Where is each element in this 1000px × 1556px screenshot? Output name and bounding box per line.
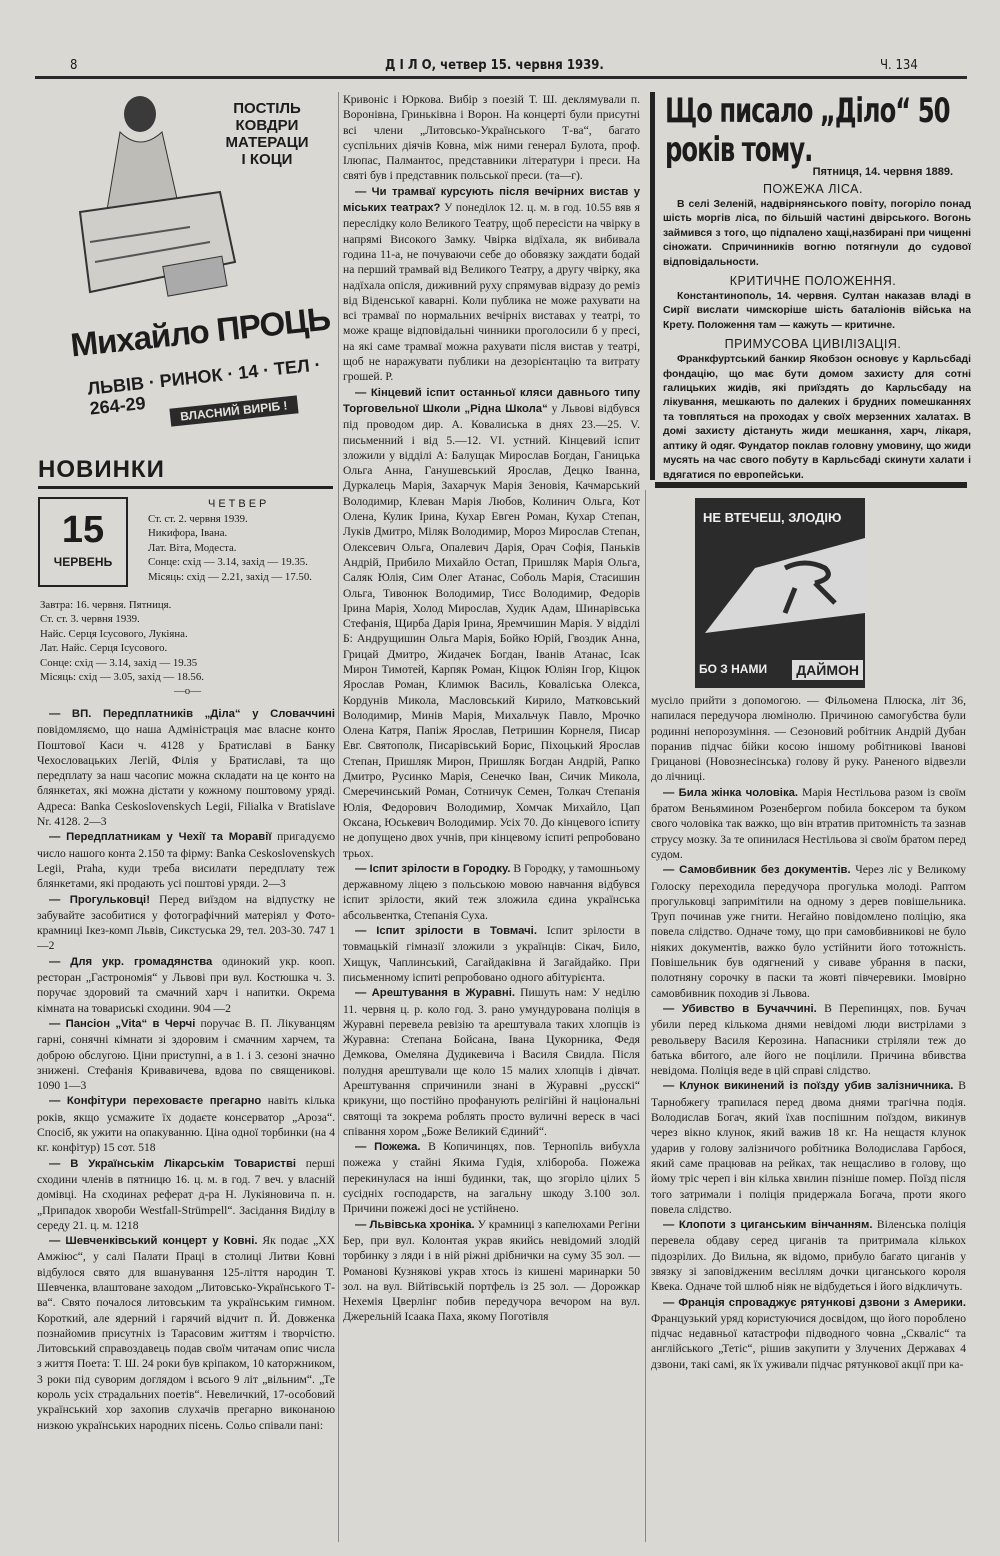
news-item	[343, 92, 640, 184]
tomorrow-line: Ст. ст. 3. червня 1939.	[40, 613, 140, 626]
news-item-headline: — Убивство в Бучаччині.	[663, 1002, 817, 1015]
fifty-years-item-text: В селі Зеленій, надвірнянського повіту, погоріло понад шість моргів ліса, по більшій частині двірського. Вогонь займився з того, що підпалено хащі,назбирані при чищенні сіножати. Спричинників вогню потягнули до судової відповідальности.	[663, 199, 971, 268]
header-rule	[35, 76, 967, 79]
news-item	[343, 861, 640, 923]
column-3-news	[651, 693, 966, 1544]
tomorrow-line: Лат. Найс. Серця Ісусового.	[40, 642, 168, 655]
news-item-headline: — Клунок викинений із поїзду убив залізничника.	[663, 1080, 954, 1093]
news-item-text: Через ліс у Великому Голоску переходила передучора прогулька молоді. Раптом прогульковці запримітили на одному з дерев повішельника. Труп починав уже гнити. Негайно повідомлено поліцію, яка повела слідство. Одначе тому, що при самовбивникові не було ніяких документів, важко було устійнити його тотожність. Повішельник був одягнений у сиваве убрання в паски, полотняну сорочку в паски та жовті півчеревики. Імовірно самовбивник походив зі Львова.	[651, 863, 966, 1000]
ad-goods-4: І КОЦИ	[241, 151, 293, 168]
news-item-text: Кривоніс і Юркова. Вибір з поезій Т. Ш. деклямували п. Воронівна, Гриньківна і Ворон. На концерті були присутні всі члени „Литовсько-Українського Т-ва“, багато суспільних діячів Ковна, між ними генерал Булота, проф. Ілюпас, Палмантос, представники літератури і преси. На святі був і представник польської преси. (та—г).	[343, 93, 640, 183]
ad-goods-1: ПОСТІЛЬ	[233, 100, 301, 117]
news-item	[651, 1001, 966, 1078]
fifty-years-title: Що писало „Діло“ 50 років тому.	[665, 92, 950, 170]
fifty-years-item-heading: ПОЖЕЖА ЛІСА.	[763, 182, 863, 196]
news-item-text: пригадуємо число нашого конта 2.150 та фірму: Banka Ceskoslovenskych Legii, Praha, куди треба висилати передплату теж блянкетами, які продають усі поштові уряди. 2—3	[37, 830, 335, 891]
news-item-headline: — Передплатникам у Чехії та Моравії	[49, 831, 272, 844]
news-item	[343, 1217, 640, 1325]
news-item	[343, 923, 640, 985]
tomorrow-line: Місяць: схід — 3.05, захід — 18.56.	[40, 671, 204, 684]
page-number: 8	[70, 58, 78, 73]
news-item-text: у Львові відбувся під проводом дир. А. Ковалиська в днях 23.—25. V. письменний і від 5.—12. VI. устний. Кінцевий іспит зложили у відділі А: Балущак Мирослав Богдан, Ганицька Ольга Анна, Ганушевський Ярослав, Децко Іванна, Дуркалець Марія, Захарчук Марія Зеновія, Качмарський Володимир, Клеван Марія Любов, Колинич Ольга, Кот Олена, Кулик Ірина, Кухар Евген Роман, Кухар Степан, Луків Дмитро, Міляк Володимир, Мороз Мирослав Степан, Олексевич Ольга, Опалевич Дарія, Орач Софія, Паньків Андрій, Прибило Михайло Остап, Пришляк Марія Ольга, Саляк Юлія, Сим Олег Атанас, Соболь Марія, Стасишин Ольга, Тивонюк Володимир, Тисс Володимир, Федорів Ірина Марія, Холод Мирослав, Худик Адам, Шинарівська Стефанія, Щирба Дарія Ірина, Яремчишин Марія. У відділі Б: Андрущишин Ольга Марія, Бойко Юрій, Гвоздик Анна, Грицай Дмитро, Жидачек Богдан, Іванів Атанас, Ісак Мирон Тимотей, Карпяк Роман, Кіцюк Юліян Ігор, Кіцюк Ярослав Роман, Климюк Василь, Коваліська Олекса, Кордунів Микола, Масловський Кирило, Матковський Володимир, Минів Марія, Михальчук Павло, Мрочко Олена Катря, Папіж Ярослав, Петришин Корнеля, Писар Евг. Святополк, Писарівський Борис, Піхоцький Ярослав Степан, Пришляк Мирон, Пришляк Богдан Андрій, Рапко Дмитро, Русинко Марія, Сенечко Іван, Сичик Микола, Смеречинський Роман, Сотничук Семен, Толкач Степанія Юлія, Федорович Володимир, Хомчак Михайло, Цап Оксана, Юськевич Володимир. Усіх 70. До кінцевого іспиту не допущено двох учнів, при кінцевому іспиті репробовано трьох.	[343, 401, 640, 860]
news-item	[37, 829, 335, 891]
news-item	[37, 954, 335, 1016]
news-item	[651, 862, 966, 1001]
news-item-text: Марія Нестільова разом із своїм братом Веньямином Розенбергом побила боксером та буком свого чоловіка так важко, що він втратив притомність та зазнав струсу мозку. За те опинилася Нестільова зі своїм братом перед судом.	[651, 785, 966, 861]
news-item-text: мусіло прийти з допомогою. — Фільомена Плюска, літ 36, напилася передучора люмінолю. Причиною самогубства були родинні непорозуміння. — Сезоновий робітник Андрій Дубан поранив підчас бійки косою іншому робітникові Іванові Грицанові (Новознесінська) голову й руку. Раненого відвезли до лічниці.	[651, 694, 966, 784]
fifty-years-ago-box	[650, 92, 971, 480]
news-item-headline: — Била жінка чоловіка.	[663, 786, 799, 799]
ad-goods-3: МАТЕРАЦИ	[225, 134, 309, 151]
news-item-text: Як подає „XX Амжіюс“, у салі Палати Праці в столиці Литви Ковні відбулося свято для вшанування 125-ліття народин Т. Шевченка, влаштоване заходом „Литовсько-Українського Т-ва“. Свято почалося литовським та українським гимном. Короткий, але ядерний і гарячий відчит п. Й. Довженка познайомив присутніх із Тарасовим життям і творчістю. Литовський справоздавець подав своїм читачам опис числа з життя Поета: Т. Ш. 24 роки був кріпаком, 10 каторжником, 3 роки під суворим доглядом і всього 9 літ „вільним“. „Те король усіх страдальних поетів“. Невеличкий, 17-особовий український хор захопив слухачів прегарно виконаною низкою українських народних пісень. Сольо співали пані:	[37, 1234, 335, 1432]
calendar-box	[38, 497, 128, 587]
news-item-text: Іспит зрілости в товмацькій гімназії зложили з українців: Сікач, Било, Хищук, Чаплинський, Сагайдаківна й Загайдайко. При письменному іспиті репробовано одного абітурієнта.	[343, 924, 640, 984]
tomorrow-line: Сонце: схід — 3.14, захід — 19.35	[40, 656, 198, 669]
issue-number: Ч. 134	[880, 58, 918, 73]
fifty-years-date: Пятниця, 14. червня 1889.	[812, 166, 953, 178]
news-item-headline: — Клопоти з циганським вінчанням.	[663, 1219, 873, 1232]
ad-tagline: БО З НАМИ	[699, 662, 768, 676]
tomorrow-line: Найс. Серця Ісусового, Лукіяна.	[40, 627, 188, 640]
news-item	[37, 1156, 335, 1233]
news-item-headline: — Пансіон „Vita“ в Черчі	[49, 1017, 196, 1030]
news-item	[37, 892, 335, 954]
column-1-news	[37, 706, 335, 1544]
news-item-text: Пишуть нам: У неділю 11. червня ц. р. коло год. 3. рано умундурована поліція в Журавні перевела ревізію та арештувала таких хлопців із Журавна: Степана Бойсана, Івана Цукорника, Федя Демкова, Омеляна Дудикевича і Василя Свидла. Після полудня арештували ще коло 15 малих хлопців і дівчат. Арештування спричинили знані в Журавні „русскі“ крикуни, що постійно профанують релігійні й національні святощі та зокрема роблять просто вуличні вереск в часі співання хором „Боже Великий Єдиний“.	[343, 986, 640, 1138]
news-item-headline: — Самовбивник без документів.	[663, 864, 851, 877]
news-item-headline: — Конфітури переховаєте прегарно	[49, 1095, 262, 1108]
news-item-headline: — Пожежа.	[355, 1141, 421, 1154]
news-item-headline: — Іспит зрілости в Городку.	[355, 862, 511, 875]
news-item-headline: — Чи трамваї курсують після вечірних вистав у міських театрах?	[343, 185, 640, 215]
news-item	[37, 1016, 335, 1093]
daimon-advertisement	[695, 498, 865, 688]
fifty-years-item-text: Константинополь, 14. червня. Султан наказав владі в Сирії вислати чимскоріше шість баталіонів війська на Крету. Положення там — кажуть — критичне.	[663, 291, 971, 331]
column-divider	[338, 92, 339, 1542]
news-item-headline: — Іспит зрілости в Товмачі.	[355, 925, 537, 938]
news-item	[37, 706, 335, 829]
calendar-line: Місяць: схід — 2.21, захід — 17.50.	[148, 570, 312, 583]
news-item-text: У крамниці з капелюхами Регіни Бер, при вул. Колонтая украв якийсь невідомий злодій торбинку з ляди і в ній ріжні дрібнички на суму 35 зол. — Романові Кузнякові украв хтось із кишені маринарки 50 зол. на вул. Війтівській портфель із 25 зол. — Дорожкар Нехемія Цверлінг побив передучора вечором на вул. Джерельній Ісаака Паха, якому Поготівля	[343, 1217, 640, 1324]
news-item	[37, 1233, 335, 1433]
fifty-years-item-heading: ПРИМУСОВА ЦИВІЛІЗАЦІЯ.	[724, 337, 902, 352]
news-item-headline: — Шевченківський концерт у Ковні.	[49, 1235, 258, 1248]
calendar-line: Сонце: схід — 3.14, захід — 19.35.	[148, 556, 308, 569]
news-item	[343, 385, 640, 861]
masthead-title: Д І Л О, четвер 15. червня 1939.	[385, 58, 604, 73]
news-item-headline: — Для укр. громадянства	[49, 955, 213, 968]
news-item-headline: — Кінцевий іспит останньої кляси давнього типу Торговельної Школи „Рідна Школа“	[343, 386, 640, 415]
section-heading-novynky: НОВИНКИ	[38, 456, 165, 483]
protsy-advertisement	[40, 92, 332, 432]
news-item-text: Перед виїздом на відпустку не забувайте засобитися у фотографічний матеріял у Фото-крамниці Ікез-комп Львів, Сикстуська 29, тел. 203-30. 747 1—2	[37, 892, 335, 953]
news-item	[37, 1093, 335, 1155]
ad-slogan: ВЛАСНИЙ ВИРІБ !	[169, 395, 298, 426]
news-item	[343, 985, 640, 1139]
calendar-weekday: ЧЕТВЕР	[208, 498, 270, 510]
column-divider	[645, 490, 646, 1542]
calendar-month: ЧЕРВЕНЬ	[53, 555, 113, 569]
news-item	[343, 184, 640, 385]
news-item-headline: — Франція спроваджує рятункові дзвони з Америки.	[663, 1296, 966, 1309]
news-item-text: одинокий укр. кооп. ресторан „Гастрономія“ у Львові при вул. Костюшка ч. 3. поручає здоровий та смачний харч і напитки. Окрема кімната на товариські сходини. 904 —2	[37, 954, 335, 1015]
news-item-text: В Тарнобжегу трапилася перед двома днями трагічна подія. Володислав Богач, який їхав поспішним поїздом, викинув через вікно клунок, який важив 18 кг. На нещастя клунок ударив у голову залізничого робітника Володислава Гарбося, який саме працював на рейках, так нещасливо в голову, що йому тріс череп і він кілька хвилин пізніше помер. Поїзд після того затримали і поліція придержала Богача, проти якого повела слідство.	[651, 1079, 966, 1216]
calendar-day: 15	[61, 509, 105, 551]
news-item-headline: — Прогулькoвці!	[49, 893, 150, 906]
column-2-news	[343, 92, 640, 1544]
news-item	[651, 1217, 966, 1294]
calendar-line: Никифора, Івана.	[148, 527, 228, 540]
box-bottom-rule	[655, 482, 967, 488]
news-item-text: В Копичинцях, пов. Тернопіль вибухла пожежа у стайні Якима Гудія, хлібороба. Пожежа перекинулася на інші будинки, так, що згоріло цілих 5 сусідніх господарств, на загальну шкоду 3.100 зол. Причини пожежі досі не устійнено.	[343, 1140, 640, 1216]
ad-goods-2: КОВДРИ	[235, 117, 299, 134]
news-item-text: Французький уряд користуючися досвідом, що його пороблено підчас недавньої катастрофи підводного човна „Скваліс“ та англійського „Тетіс“, рішив закупити у Злучених Державах 4 дзвони, такі самі, як їх уживали підчас рятункової акції при ка-	[651, 1311, 966, 1371]
news-item-headline: — Львівська хроніка.	[355, 1218, 475, 1231]
section-rule	[38, 486, 333, 489]
news-item-text: У понеділок 12. ц. м. в год. 10.55 вяв я переслідку коло Великого Театру, щоб пересісти на чвірку в напрямі Високого Замку. Чвірка відїхала, як вибивала година 11-а, не почуваючи себе до обовязку заждати бодай на перший трамвай від Великого Театру, а другу чвірку, яка надїхала опісля, диживний руху спрямував відразу до реміз від Віденської каварні. Коли публика не може рахувати на всі трамваї по нормальних вечірніх виставах у театрі, то може краще відповідальні чинники проголосили б у пресі, на які саме трамваї можна рахувати після вистав у театрі, щоб не наражувати публики на дезорієнтацію та витрату грошей. Р.	[343, 201, 640, 384]
news-item	[651, 785, 966, 862]
news-item-headline: — ВП. Передплатників „Діла“ у Словаччині	[49, 708, 335, 720]
news-item-text: повідомляємо, що наша Адміністрація має власне конто Поштової Каси ч. 4128 у Братиславі в Банку Чехословацьких Легій, Філія у Братиславі, та що передплату за наш часопис можна складати на це конто на блянкетах, які можна дістати у кожному поштовому уряді. Адреса: Banka Ceskoslovenskych Legii, Filialka v Bratislave Nr. 4128. 2—3	[37, 723, 335, 829]
news-item-headline: — Арештування в Журавні.	[355, 987, 516, 1000]
fifty-years-item-heading: КРИТИЧНЕ ПОЛОЖЕННЯ.	[729, 274, 897, 289]
ad-address: ЛЬВІВ · РИНОК · 14 · ТЕЛ · 264-29	[86, 354, 322, 419]
calendar-info	[148, 497, 338, 585]
calendar-line: Лат. Віта, Модеста.	[148, 541, 237, 554]
news-item-text: В Перепинцях, пов. Бучач убили перед кількома днями невідомі люди вистрілами з револьверу Василя Керозина. Напасники стріляли теж до батька вбитого, але його не поцілили. Причина вбивства невідома. Поліція веде в цій справі слідство.	[651, 1001, 966, 1078]
news-item-text: В Городку, у тамошньому державному ліцею з польською мовою навчання відбувся іспит зрілости, який теж зложила єдина українська абсольвентка, Степанія Суха.	[343, 861, 640, 922]
news-item-text: Віленська поліція перевела обдаву серед циганів та притримала кількох підозрілих. До Вильна, як відомо, прибуло багато циганів у звязку зі заповідженим весіллям дочки циганського короля Квека. Одначе той шлюб ніяк не відбудеться і його відкличуть.	[651, 1218, 966, 1294]
news-item-text: навіть кілька років, якщо усмажите їх додаєте консерватор „Ароза“. Спосіб, як ужити на опакуванню. Ціна одної торбинки (на 4 кг. конфітур) 15 сот. 518	[37, 1094, 335, 1155]
news-item-text: поручає В. П. Лікуванцям гарні, сонячні кімнати зі здоровим і смачним харчем, та доброю обслугою. Ціни приступні, а в 1. і 3. сезоні значно знижені. Стефанія Кривавичева, вдова по священикові. 1090 1—3	[37, 1016, 335, 1093]
news-item	[343, 1139, 640, 1216]
tomorrow-line: —о—	[174, 685, 201, 698]
tomorrow-info	[40, 598, 335, 699]
fifty-years-item-text: Франкфуртський банкир Якобзон основує у Карльсбаді фондацію, що має бути домом захисту для сотні галицьких жидів, які приїздять до Карльсбаду на лікування, мешкають по далеких і брудних помешканнях та товпляться на проходах у своїх мерзенних халатах. В домі захисту дістануть жиди мешкання, харч, лікаря, аптику й одяг. Фундатор поклав головну умовину, що жиди мусять на час свого побуту в Карльсбаді скинути халати і вдягатися по европейськи.	[663, 354, 971, 480]
news-item	[651, 1295, 966, 1372]
news-item-headline: — В Українськім Лікарськім Товаристві	[49, 1157, 297, 1170]
tomorrow-line: Завтра: 16. червня. Пятниця.	[40, 599, 172, 611]
ad-brand: ДАЙМОН	[792, 660, 863, 680]
news-item	[651, 693, 966, 785]
ad-company-name: Михайло ПРОЦЬ	[68, 299, 332, 364]
calendar-line: Ст. ст. 2. червня 1939.	[148, 512, 248, 525]
news-item-text: перші сходини членів в пятницю 16. ц. м. в год. 7 веч. у власній домівці. На сходинах реферат д-ра Н. Лукіяновича п. н. „Припадок хвороби Westfall-Strümpell“. Засідання Виділу в середу 21. ц. м. 1218	[37, 1156, 335, 1232]
news-item	[651, 1078, 966, 1217]
ad-headline: НЕ ВТЕЧЕШ, ЗЛОДІЮ	[703, 510, 842, 525]
flashlight-beam-illustration	[695, 528, 865, 638]
